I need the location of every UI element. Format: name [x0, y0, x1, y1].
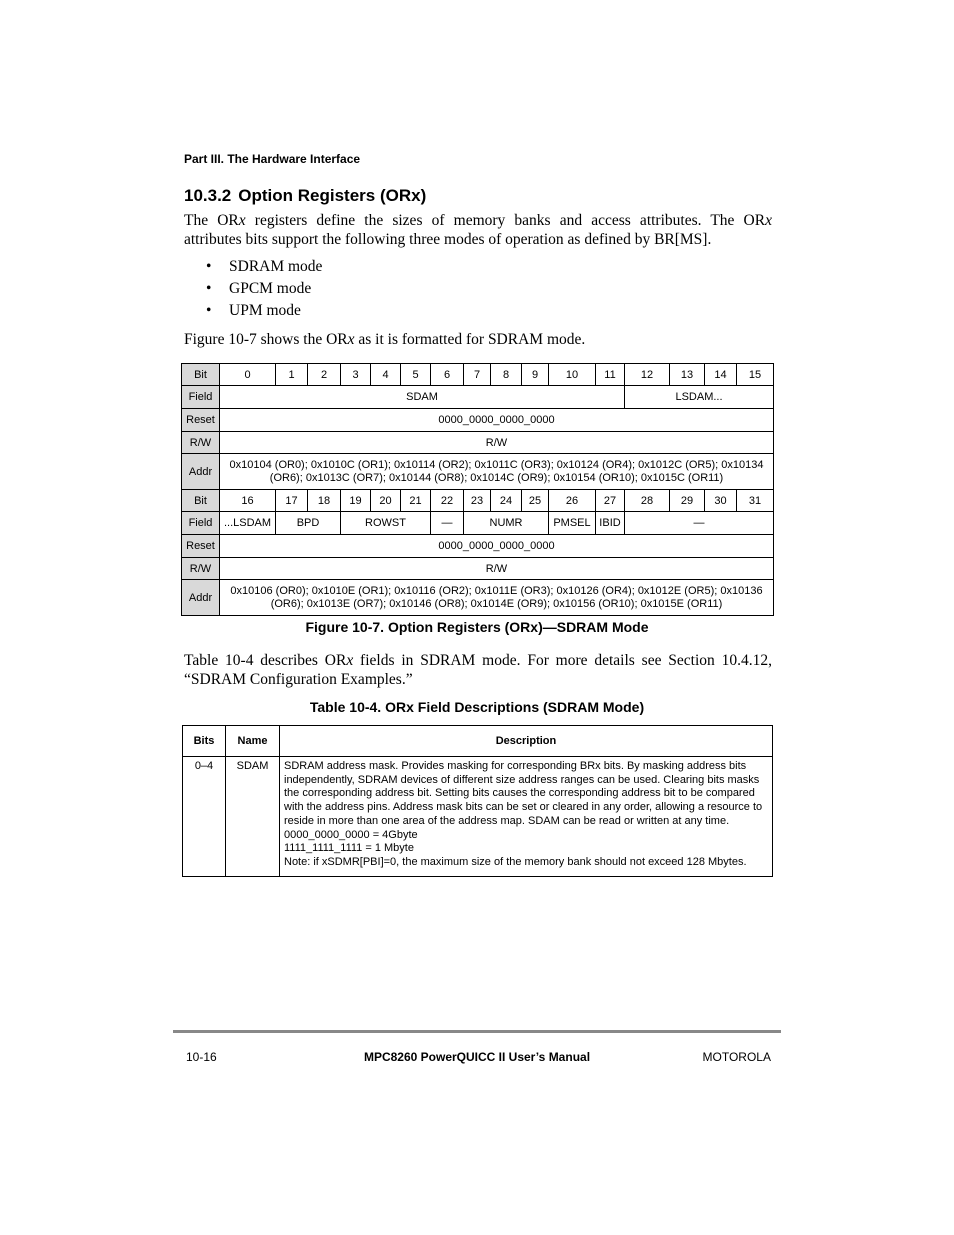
table-header-row [183, 726, 773, 757]
bit-number: 4 [371, 364, 401, 386]
field-lsdam-cont: ...LSDAM [220, 512, 276, 535]
reset-row-label: Reset [182, 409, 220, 432]
bit-number: 23 [464, 490, 491, 512]
column-header-bits: Bits [183, 726, 226, 757]
table-row [183, 757, 773, 877]
bit-number: 30 [705, 490, 737, 512]
bit-number: 10 [549, 364, 596, 386]
bit-number: 26 [549, 490, 596, 512]
bit-number: 15 [737, 364, 774, 386]
reset-value: 0000_0000_0000_0000 [220, 409, 774, 432]
bit-number: 19 [341, 490, 371, 512]
addr-value: 0x10104 (OR0); 0x1010C (OR1); 0x10114 (OR2); 0x1011C (OR3); 0x10124 (OR4); 0x1012C (OR5); 0x10134 (OR6); 0x1013C (OR7); 0x10144 (OR8); 0x1014C (OR9); 0x10154 (OR10); 0x1015C (OR11) [220, 454, 774, 490]
bit-number: 8 [491, 364, 522, 386]
field-sdam: SDAM [220, 386, 625, 409]
bit-number: 17 [276, 490, 308, 512]
addr-value: 0x10106 (OR0); 0x1010E (OR1); 0x10116 (OR2); 0x1011E (OR3); 0x10126 (OR4); 0x1012E (OR5); 0x10136 (OR6); 0x1013E (OR7); 0x10146 (OR8); 0x1014E (OR9); 0x10156 (OR10); 0x1015E (OR11) [220, 580, 774, 616]
bit-number: 25 [522, 490, 549, 512]
rw-value: R/W [220, 558, 774, 580]
bit-number: 12 [625, 364, 670, 386]
field-row-label: Field [182, 512, 220, 535]
footer-divider [173, 1030, 781, 1033]
rw-value: R/W [220, 432, 774, 454]
field-bpd: BPD [276, 512, 341, 535]
bit-number: 0 [220, 364, 276, 386]
bit-number: 9 [522, 364, 549, 386]
column-header-name: Name [226, 726, 280, 757]
field-reserved: — [431, 512, 464, 535]
field-rowst: ROWST [341, 512, 431, 535]
figure-caption: Figure 10-7. Option Registers (ORx)—SDRAM Mode [305, 619, 649, 635]
bit-number: 3 [341, 364, 371, 386]
mode-list [206, 256, 322, 322]
register-diagram-upper [181, 363, 774, 490]
addr-row-label: Addr [182, 580, 220, 616]
field-lsdam: LSDAM... [625, 386, 774, 409]
field-description-table [182, 725, 773, 877]
figure-reference-paragraph: Figure 10-7 shows the ORx as it is formatted for SDRAM mode. [184, 331, 586, 348]
manual-title: MPC8260 PowerQUICC II User’s Manual [363, 1050, 591, 1064]
running-header: Part III. The Hardware Interface [184, 152, 361, 166]
bit-number: 20 [371, 490, 401, 512]
bit-number: 29 [670, 490, 705, 512]
reset-row-label: Reset [182, 535, 220, 558]
rw-row-label: R/W [182, 432, 220, 454]
bit-number: 5 [401, 364, 431, 386]
bit-number: 31 [737, 490, 774, 512]
bit-number: 28 [625, 490, 670, 512]
intro-line-2: attributes bits support the following three modes of operation as defined by BR[MS]. [184, 231, 712, 248]
bit-number: 11 [596, 364, 625, 386]
addr-row-label: Addr [182, 454, 220, 490]
bit-number: 21 [401, 490, 431, 512]
bit-number: 13 [670, 364, 705, 386]
reset-value: 0000_0000_0000_0000 [220, 535, 774, 558]
company-name: MOTOROLA [702, 1050, 771, 1064]
list-item: • GPCM mode [206, 280, 312, 297]
table-ref-line-1: Table 10-4 describes ORx fields in SDRAM mode. For more details see Section 10.4.12, [184, 652, 772, 669]
register-diagram-lower [181, 489, 774, 616]
list-item: • UPM mode [206, 302, 301, 319]
table-ref-line-2: “SDRAM Configuration Examples.” [184, 671, 413, 688]
field-pmsel: PMSEL [549, 512, 596, 535]
bit-number: 27 [596, 490, 625, 512]
bit-number: 24 [491, 490, 522, 512]
list-item: • SDRAM mode [206, 258, 323, 275]
bit-row-label: Bit [182, 490, 220, 512]
section-title-text: Option Registers (ORx) [238, 186, 427, 205]
bit-number: 1 [276, 364, 308, 386]
bit-number: 22 [431, 490, 464, 512]
bit-number: 2 [308, 364, 341, 386]
column-header-description: Description [280, 726, 773, 757]
rw-row-label: R/W [182, 558, 220, 580]
table-reference-paragraph [184, 651, 772, 689]
table-caption: Table 10-4. ORx Field Descriptions (SDRAM Mode) [309, 699, 645, 715]
field-numr: NUMR [464, 512, 549, 535]
bit-number: 7 [464, 364, 491, 386]
field-row-label: Field [182, 386, 220, 409]
bit-row-label: Bit [182, 364, 220, 386]
field-ibid: IBID [596, 512, 625, 535]
bit-number: 14 [705, 364, 737, 386]
section-number: 10.3.2 [184, 186, 232, 205]
bit-number: 6 [431, 364, 464, 386]
field-reserved: — [625, 512, 774, 535]
cell-bits: 0–4 [183, 757, 226, 877]
bit-number: 18 [308, 490, 341, 512]
intro-paragraph [184, 211, 772, 249]
section-title [184, 186, 426, 206]
intro-line-1: The ORx registers define the sizes of memory banks and access attributes. The ORx [184, 212, 772, 229]
page-number: 10-16 [186, 1050, 217, 1064]
bit-number: 16 [220, 490, 276, 512]
cell-name: SDAM [226, 757, 280, 877]
cell-description: SDRAM address mask. Provides masking for corresponding BRx bits. By masking address bits independently, SDRAM devices of different size address ranges can be used. Clearing bits masks the corresponding address bit. Setting bits causes the corresponding address bit to be compared with the address pins. Address mask bits can be set or cleared in any order, allowing a resource to reside in more than one area of the address map. SDAM can be read or written at any time. 0000_0000_0000 = 4Gbyte 1111_1111_1111 = 1 Mbyte Note: if xSDMR[PBI]=0, the maximum size of the memory bank should not exceed 128 Mbytes. [280, 757, 773, 877]
